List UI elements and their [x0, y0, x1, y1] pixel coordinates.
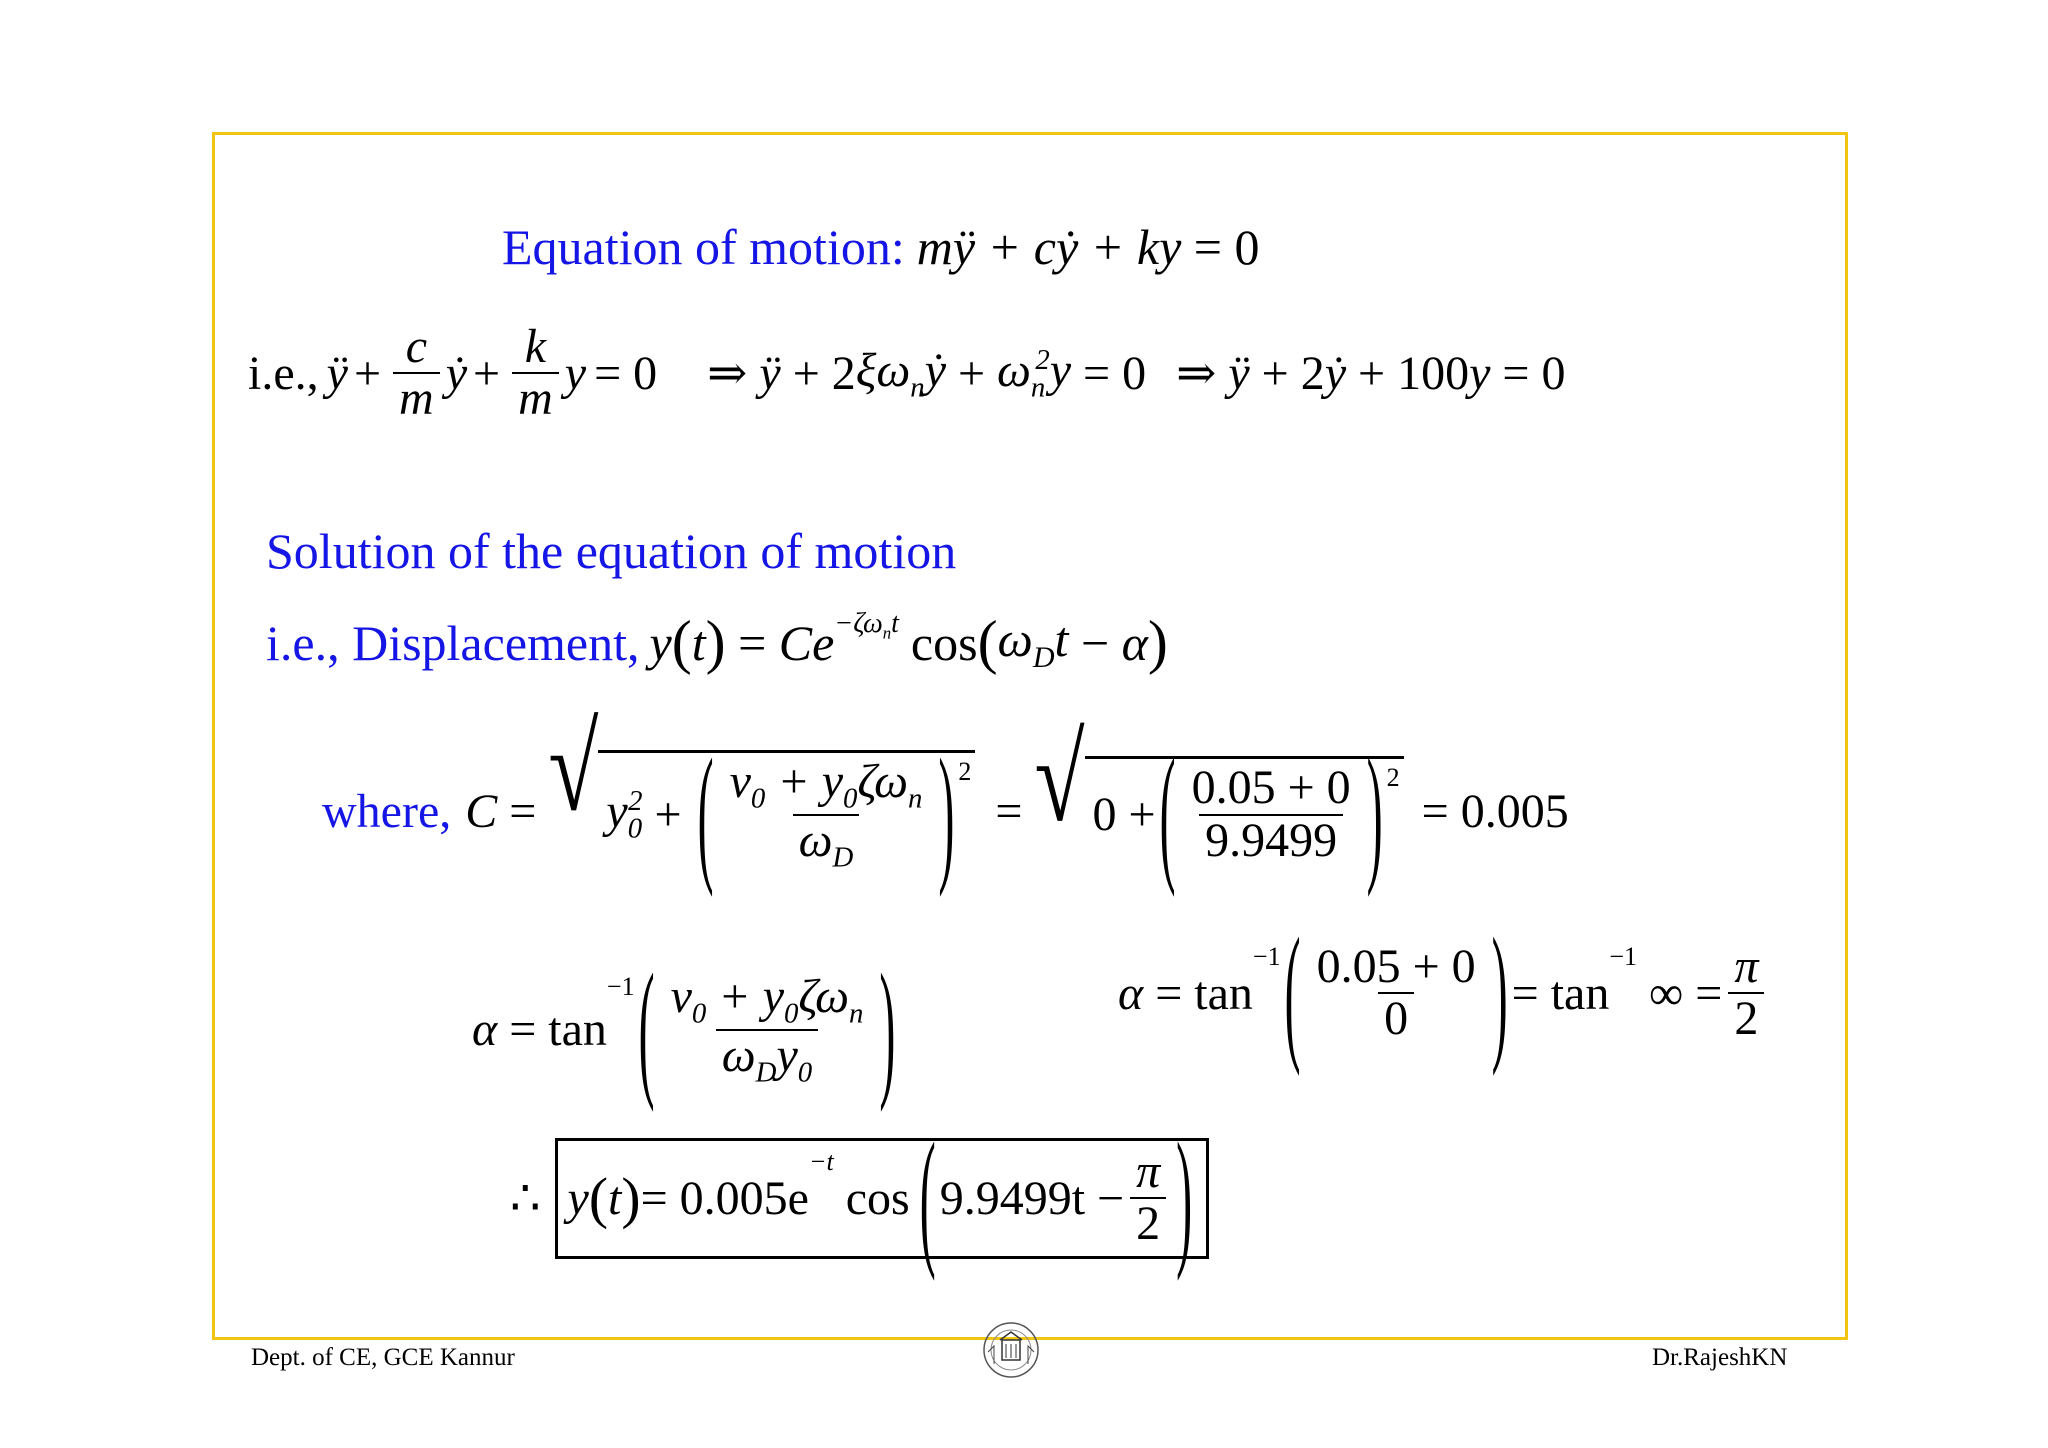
alpha-denominator: 0 [1378, 992, 1414, 1044]
final-result-line: ∴ y ( t ) = 0.005e $^{-t}$ cos ( 9.9499t − $\frac{\pi}{2}$ ) [510, 1138, 1209, 1259]
equation-math: mÿ + cẏ + ky = 0 [916, 219, 1260, 275]
equation-of-motion-line [502, 218, 1260, 276]
c-sqrt-symbolic: √ $y_0^2$ + ( $\frac{v_0 + y_0\zeta\omega_n}{\omega_D}$ ) $^2$ [548, 750, 975, 873]
final-pi: π [1136, 1145, 1161, 1198]
alpha-symbolic-line: α = tan −1 ( $\frac{v_0 + y_0\zeta\omega_n}{\omega_Dy_0}$ ) [472, 945, 896, 1115]
displacement-line: i.e., Displacement, y ( t ) = Ce $^{-\zeta\omega_n t}$ cos ( $\omega_Dt$ − α ) [266, 608, 1168, 675]
where-label: where, [322, 784, 452, 838]
alpha-numeric-line: α = tan $^{-1}$ ( $\frac{0.05 + 0}{0}$ ) = tan $^{-1}$ ∞ = $\frac{\pi}{2}$ [1118, 942, 1770, 1045]
alpha-pi: π [1734, 940, 1759, 993]
final-two: 2 [1130, 1197, 1166, 1249]
c-numerator: 0.05 + 0 [1191, 761, 1351, 815]
k-over-m-fraction: $\frac{k}{m}$ [512, 322, 559, 425]
displacement-label: i.e., Displacement, [266, 614, 640, 671]
normalized-equation-line: i.e., ÿ + $\frac{c}{m}$ ẏ + $\frac{k}{m}$ y = 0 ⇒ ÿ + 2 $\xi\omega_nẏ$ + $\omega_n^2y$ = 0 ⇒ ÿ + 2 ẏ + 100 y = 0 [248, 320, 1566, 426]
ie-label: i.e., [248, 346, 319, 400]
footer-left: Dept. of CE, GCE Kannur [251, 1344, 515, 1371]
alpha-result-tan: = tan [1511, 966, 1610, 1020]
alpha-numerator: 0.05 + 0 [1316, 940, 1476, 993]
c-over-m-fraction: $\frac{c}{m}$ [393, 322, 440, 425]
final-argument: 9.9499t − [939, 1171, 1125, 1225]
footer-right: Dr.RajeshKN [1652, 1344, 1788, 1371]
c-result: = 0.005 [1421, 784, 1569, 838]
college-logo-icon [980, 1316, 1042, 1386]
alpha-two: 2 [1728, 992, 1764, 1044]
c-sqrt-numeric: √ 0 + ( $\frac{0.05 + 0}{9.9499}$ ) $^2$ [1034, 756, 1403, 866]
solution-title: Solution of the equation of motion [266, 523, 957, 579]
solution-heading-line [266, 522, 956, 580]
c-denominator: 9.9499 [1199, 814, 1343, 866]
equation-title: Equation of motion: [502, 219, 905, 275]
final-coefficient: = 0.005e [640, 1171, 809, 1225]
final-result-box: y ( t ) = 0.005e $^{-t}$ cos ( 9.9499t − $\frac{\pi}{2}$ ) [555, 1138, 1210, 1259]
c-definition-line: where, C = √ $y_0^2$ + ( $\frac{v_0 + y_0\zeta\omega_n}{\omega_D}$ ) $^2$ = √ 0 + ( $\frac{0.05 + 0}{9.9499}$ ) $^2$ = 0.005 [322, 700, 1569, 900]
